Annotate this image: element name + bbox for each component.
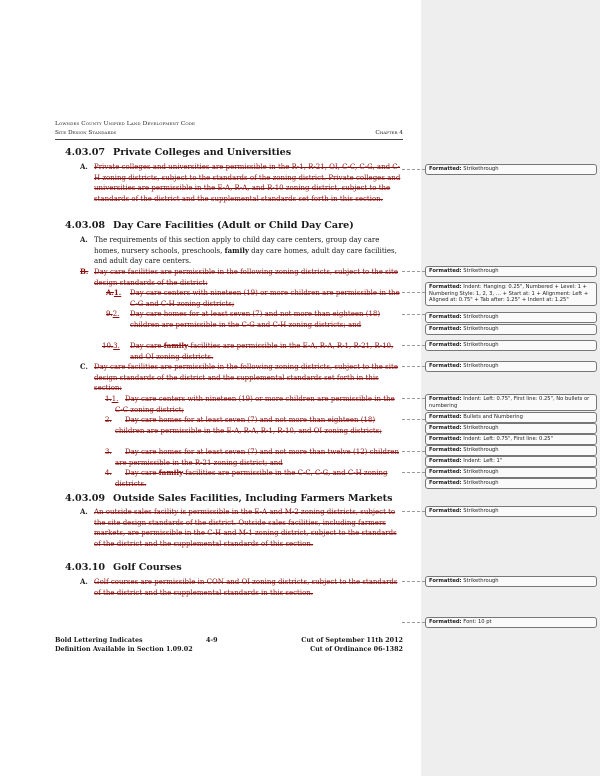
comment-connector xyxy=(402,419,425,420)
comment-balloon[interactable]: Formatted: Strikethrough xyxy=(425,324,597,335)
section-number: 4.03.08 xyxy=(65,220,106,231)
item-label: A. xyxy=(80,162,88,171)
section-title: Golf Courses xyxy=(113,562,182,573)
footer-left-line2: Definition Available in Section 1.09.02 xyxy=(55,645,193,653)
section-number: 4.03.07 xyxy=(65,147,106,158)
item-number: 4. xyxy=(105,469,112,477)
heading-4-03-09 xyxy=(65,493,393,504)
deleted-text: Golf courses are permissible in CON and OI zoning districts, subject to the standards of the district and the supplemental standards in this section. xyxy=(94,578,398,597)
deleted-text: An outside sales facility is permissible in the E-A and M-2 zoning districts, subject to the site design standards of the district. Outside sales facilities, including farmers markets, are permissible in the C-H and M-1 zoning district, subject to the standards of the district and the supplemental standards of this section. xyxy=(94,508,397,548)
item-number: 2. xyxy=(105,416,112,424)
paragraph-4-03-09-a xyxy=(80,507,402,549)
deleted-text: Day care xyxy=(130,342,164,350)
comment-balloon[interactable]: Formatted: Strikethrough xyxy=(425,576,597,587)
list-item-b3 xyxy=(102,341,402,362)
item-label: B. xyxy=(80,267,89,276)
section-title: Outside Sales Facilities, Including Farmers Markets xyxy=(113,493,393,504)
comment-balloon[interactable]: Formatted: Indent: Left: 0.75", First line: 0.25", No bullets or numbering xyxy=(425,394,597,411)
paragraph-4-03-08-c xyxy=(80,362,402,394)
footer-right-line1: Cut of September 11th 2012 xyxy=(301,636,403,644)
list-item-c4 xyxy=(105,468,402,489)
header-rule xyxy=(55,139,403,140)
comment-balloon[interactable]: Formatted: Strikethrough xyxy=(425,312,597,323)
heading-4-03-10 xyxy=(65,562,182,573)
header-title: Lowndes County Unified Land Development Code xyxy=(55,121,196,127)
list-item-c2 xyxy=(105,415,402,436)
comment-connector xyxy=(402,581,425,582)
list-item-c3 xyxy=(105,447,402,468)
comment-balloon[interactable]: Formatted: Strikethrough xyxy=(425,445,597,456)
deleted-text: Day care homes for at least seven (7) and not more than eighteen (18) children are permissible in the E-A, R-A, R-1, R-10, and OI zoning districts; xyxy=(115,416,382,435)
comment-connector xyxy=(402,314,425,315)
item-number: 3. xyxy=(105,448,112,456)
list-item-c1 xyxy=(105,394,402,415)
comment-balloon[interactable]: Formatted: Indent: Left: 0.75", First line: 0.25" xyxy=(425,434,597,445)
heading-4-03-08 xyxy=(65,220,354,231)
defined-term: family xyxy=(224,245,249,255)
item-label: C. xyxy=(80,362,88,371)
deleted-text: facilities are permissible in the E-A, R-A, R-1, R-21, R-10, and OI zoning districts. xyxy=(130,342,394,361)
section-title: Day Care Facilities (Adult or Child Day Care) xyxy=(113,220,354,231)
paragraph-4-03-10-a xyxy=(80,577,402,598)
paragraph-4-03-08-b xyxy=(80,267,402,288)
deleted-text: Day care homes for at least seven (7) and not more than twelve (12) children are permissible in the R-21 zoning district; and xyxy=(115,448,400,467)
list-item-b2 xyxy=(106,309,402,330)
comment-balloon[interactable]: Formatted: Bullets and Numbering xyxy=(425,412,597,423)
comment-connector xyxy=(402,472,425,473)
section-number: 4.03.10 xyxy=(65,562,106,573)
paragraph-4-03-08-a xyxy=(80,235,402,267)
defined-term: family xyxy=(163,341,189,350)
deleted-text: Day care centers with nineteen (19) or more children are permissible in the C-C zoning district; xyxy=(115,395,395,414)
text: The requirements of this section apply to child day care centers, group day care homes, nursery schools, preschools, xyxy=(94,236,380,255)
deleted-text: Day care facilities are permissible in the following zoning districts, subject to the site design standards of the district: xyxy=(94,268,398,287)
comment-connector xyxy=(402,511,425,512)
section-title: Private Colleges and Universities xyxy=(113,147,292,158)
comment-connector xyxy=(402,622,425,623)
comment-connector xyxy=(402,271,425,272)
item-label: A. xyxy=(80,577,88,586)
deleted-text: Day care homes for at least seven (7) and not more than eighteen (18) children are permissible in the C-G and C-H zoning districts; and xyxy=(130,310,381,329)
comment-connector xyxy=(402,451,425,452)
comment-balloon[interactable]: Formatted: Strikethrough xyxy=(425,361,597,372)
comment-balloon[interactable]: Formatted: Indent: Left: 1" xyxy=(425,456,597,467)
header-section-left: Site Design Standards xyxy=(55,130,117,136)
deleted-text: facilities are permissible in the C-C, C-G, and C-H zoning districts. xyxy=(115,469,388,488)
comment-balloon[interactable]: Formatted: Font: 10 pt xyxy=(425,617,597,628)
paragraph-4-03-07-a xyxy=(80,162,402,204)
item-number: 1.1. xyxy=(105,395,119,403)
item-label: A. xyxy=(80,235,88,244)
defined-term: family xyxy=(158,468,184,477)
header-section-right: Chapter 4 xyxy=(375,130,403,136)
comment-balloon[interactable]: Formatted: Strikethrough xyxy=(425,340,597,351)
deleted-text: Private colleges and universities are permissible in the R-1, R-21, OI, C-C, C-G, and C-H zoning districts, subject to the standards of the zoning district. Private colleges and universities are permissible in the E-A, R-A, and R-10 zoning district, subject to the standards of the district and the supplemental standards set forth in this section. xyxy=(94,163,401,203)
item-number: 9.2. xyxy=(106,310,120,318)
footer-page-number: 4-9 xyxy=(206,636,218,644)
text: day care homes, adult day care facilities, and adult day care centers. xyxy=(94,246,397,265)
comment-connector xyxy=(402,169,425,170)
heading-4-03-07 xyxy=(65,147,291,158)
item-label: A. xyxy=(80,507,88,516)
comment-balloon[interactable]: Formatted: Strikethrough xyxy=(425,467,597,478)
footer-left xyxy=(55,636,193,654)
list-item-b1 xyxy=(106,288,402,309)
deleted-text: Day care facilities are permissible in the following zoning districts, subject to the site design standards of the district and the supplemental standards set forth in this section: xyxy=(94,363,398,392)
item-number: 10.3. xyxy=(102,342,120,350)
comment-balloon[interactable]: Formatted: Strikethrough xyxy=(425,423,597,434)
comment-connector xyxy=(402,345,425,346)
markup-pane xyxy=(421,0,600,776)
comment-balloon[interactable]: Formatted: Indent: Hanging: 0.25", Numbered + Level: 1 + Numbering Style: 1, 2, 3, … + Start at: 1 + Alignment: Left + Aligned at: 0.75" + Tab after: 1.25" + Indent at: 1.25" xyxy=(425,282,597,306)
comment-connector xyxy=(402,292,425,293)
deleted-text: Day care centers with nineteen (19) or more children are permissible in the C-G and C-H zoning districts; xyxy=(130,289,400,308)
footer-right-line2: Cut of Ordinance 06-1382 xyxy=(310,645,403,653)
section-number: 4.03.09 xyxy=(65,493,106,504)
deleted-text: Day care xyxy=(125,469,159,477)
comment-balloon[interactable]: Formatted: Strikethrough xyxy=(425,266,597,277)
comment-connector xyxy=(402,398,425,399)
comment-balloon[interactable]: Formatted: Strikethrough xyxy=(425,506,597,517)
comment-connector xyxy=(402,366,425,367)
comment-balloon[interactable]: Formatted: Strikethrough xyxy=(425,478,597,489)
footer-left-line1: Bold Lettering Indicates xyxy=(55,636,143,644)
item-number: A.1. xyxy=(106,288,122,297)
footer-right xyxy=(301,636,403,654)
comment-balloon[interactable]: Formatted: Strikethrough xyxy=(425,164,597,175)
